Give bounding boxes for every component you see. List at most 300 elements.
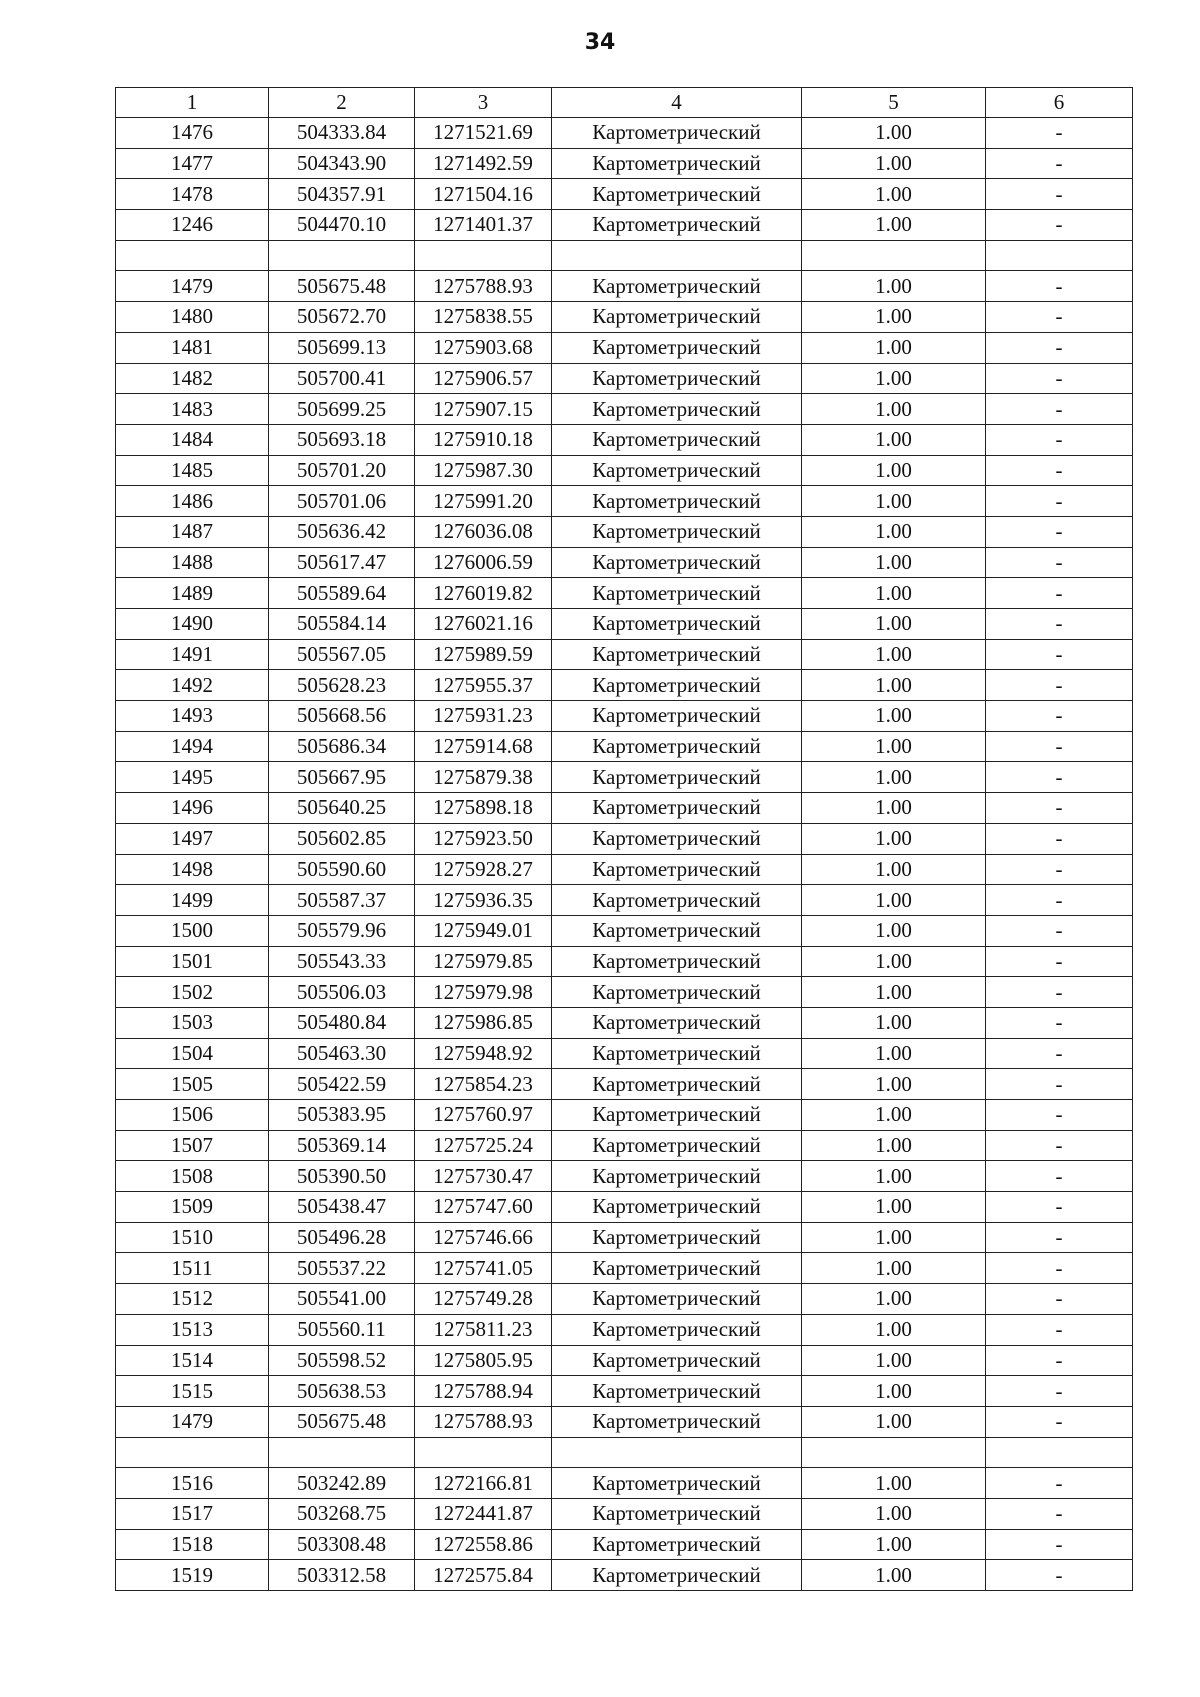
y-coordinate-cell: 1275955.37 — [415, 670, 552, 701]
point-number-cell: 1485 — [116, 455, 269, 486]
y-coordinate-cell: 1275910.18 — [415, 424, 552, 455]
point-number-cell: 1511 — [116, 1253, 269, 1284]
accuracy-cell: 1.00 — [802, 823, 986, 854]
table-row — [116, 1161, 1133, 1192]
method-cell: Картометрический — [552, 1253, 802, 1284]
point-number-cell: 1519 — [116, 1560, 269, 1591]
note-cell: - — [986, 1100, 1133, 1131]
note-cell: - — [986, 486, 1133, 517]
accuracy-cell: 1.00 — [802, 1069, 986, 1100]
accuracy-cell: 1.00 — [802, 762, 986, 793]
y-coordinate-cell: 1276021.16 — [415, 609, 552, 640]
table-row — [116, 210, 1133, 241]
table-row — [116, 1069, 1133, 1100]
column-header: 2 — [269, 88, 415, 118]
accuracy-cell: 1.00 — [802, 1284, 986, 1315]
note-cell: - — [986, 148, 1133, 179]
y-coordinate-cell: 1275788.93 — [415, 271, 552, 302]
x-coordinate-cell: 505383.95 — [269, 1100, 415, 1131]
accuracy-cell: 1.00 — [802, 578, 986, 609]
table-row — [116, 1314, 1133, 1345]
table-row — [116, 148, 1133, 179]
y-coordinate-cell — [415, 240, 552, 271]
accuracy-cell — [802, 240, 986, 271]
note-cell: - — [986, 394, 1133, 425]
table-row — [116, 516, 1133, 547]
x-coordinate-cell: 505628.23 — [269, 670, 415, 701]
y-coordinate-cell: 1272441.87 — [415, 1498, 552, 1529]
note-cell: - — [986, 547, 1133, 578]
point-number-cell: 1482 — [116, 363, 269, 394]
x-coordinate-cell: 505541.00 — [269, 1284, 415, 1315]
y-coordinate-cell: 1275986.85 — [415, 1007, 552, 1038]
method-cell: Картометрический — [552, 1192, 802, 1223]
table-row — [116, 670, 1133, 701]
accuracy-cell: 1.00 — [802, 332, 986, 363]
table-separator-row — [116, 240, 1133, 271]
method-cell: Картометрический — [552, 118, 802, 149]
table-row — [116, 1007, 1133, 1038]
x-coordinate-cell: 503268.75 — [269, 1498, 415, 1529]
y-coordinate-cell: 1275854.23 — [415, 1069, 552, 1100]
table-row — [116, 1345, 1133, 1376]
note-cell: - — [986, 1130, 1133, 1161]
x-coordinate-cell: 505675.48 — [269, 271, 415, 302]
x-coordinate-cell: 505602.85 — [269, 823, 415, 854]
point-number-cell: 1489 — [116, 578, 269, 609]
y-coordinate-cell: 1275907.15 — [415, 394, 552, 425]
note-cell: - — [986, 578, 1133, 609]
accuracy-cell: 1.00 — [802, 1161, 986, 1192]
point-number-cell: 1479 — [116, 1406, 269, 1437]
accuracy-cell: 1.00 — [802, 1100, 986, 1131]
table-row — [116, 179, 1133, 210]
note-cell: - — [986, 516, 1133, 547]
method-cell — [552, 240, 802, 271]
table-row — [116, 1468, 1133, 1499]
x-coordinate-cell: 505700.41 — [269, 363, 415, 394]
accuracy-cell: 1.00 — [802, 363, 986, 394]
y-coordinate-cell: 1275788.93 — [415, 1406, 552, 1437]
accuracy-cell: 1.00 — [802, 302, 986, 333]
x-coordinate-cell: 504357.91 — [269, 179, 415, 210]
x-coordinate-cell: 505390.50 — [269, 1161, 415, 1192]
x-coordinate-cell: 505617.47 — [269, 547, 415, 578]
x-coordinate-cell: 503242.89 — [269, 1468, 415, 1499]
column-header: 1 — [116, 88, 269, 118]
point-number-cell: 1481 — [116, 332, 269, 363]
method-cell: Картометрический — [552, 179, 802, 210]
table-row — [116, 118, 1133, 149]
note-cell: - — [986, 1529, 1133, 1560]
x-coordinate-cell: 505701.06 — [269, 486, 415, 517]
accuracy-cell: 1.00 — [802, 455, 986, 486]
note-cell: - — [986, 731, 1133, 762]
y-coordinate-cell: 1275948.92 — [415, 1038, 552, 1069]
y-coordinate-cell: 1275989.59 — [415, 639, 552, 670]
y-coordinate-cell: 1272166.81 — [415, 1468, 552, 1499]
note-cell: - — [986, 1314, 1133, 1345]
point-number-cell: 1491 — [116, 639, 269, 670]
y-coordinate-cell: 1275747.60 — [415, 1192, 552, 1223]
point-number-cell: 1490 — [116, 609, 269, 640]
note-cell: - — [986, 854, 1133, 885]
x-coordinate-cell — [269, 240, 415, 271]
note-cell: - — [986, 1284, 1133, 1315]
method-cell: Картометрический — [552, 1284, 802, 1315]
point-number-cell: 1492 — [116, 670, 269, 701]
x-coordinate-cell: 505699.25 — [269, 394, 415, 425]
y-coordinate-cell: 1275788.94 — [415, 1376, 552, 1407]
accuracy-cell: 1.00 — [802, 670, 986, 701]
table-row — [116, 455, 1133, 486]
table-row — [116, 609, 1133, 640]
x-coordinate-cell: 505667.95 — [269, 762, 415, 793]
x-coordinate-cell: 505699.13 — [269, 332, 415, 363]
x-coordinate-cell: 505638.53 — [269, 1376, 415, 1407]
table-row — [116, 332, 1133, 363]
point-number-cell: 1488 — [116, 547, 269, 578]
accuracy-cell: 1.00 — [802, 1314, 986, 1345]
accuracy-cell: 1.00 — [802, 394, 986, 425]
point-number-cell: 1505 — [116, 1069, 269, 1100]
table-header-row — [116, 88, 1133, 118]
x-coordinate-cell: 505584.14 — [269, 609, 415, 640]
accuracy-cell: 1.00 — [802, 1192, 986, 1223]
table-row — [116, 1038, 1133, 1069]
point-number-cell — [116, 240, 269, 271]
method-cell: Картометрический — [552, 1468, 802, 1499]
note-cell — [986, 240, 1133, 271]
accuracy-cell: 1.00 — [802, 1007, 986, 1038]
y-coordinate-cell: 1275760.97 — [415, 1100, 552, 1131]
accuracy-cell: 1.00 — [802, 271, 986, 302]
x-coordinate-cell: 503308.48 — [269, 1529, 415, 1560]
x-coordinate-cell: 505463.30 — [269, 1038, 415, 1069]
note-cell: - — [986, 1038, 1133, 1069]
method-cell: Картометрический — [552, 639, 802, 670]
accuracy-cell: 1.00 — [802, 701, 986, 732]
note-cell: - — [986, 1161, 1133, 1192]
accuracy-cell: 1.00 — [802, 1498, 986, 1529]
y-coordinate-cell: 1275928.27 — [415, 854, 552, 885]
x-coordinate-cell: 503312.58 — [269, 1560, 415, 1591]
table-row — [116, 1192, 1133, 1223]
table-row — [116, 394, 1133, 425]
accuracy-cell: 1.00 — [802, 1529, 986, 1560]
y-coordinate-cell: 1276006.59 — [415, 547, 552, 578]
note-cell: - — [986, 823, 1133, 854]
point-number-cell: 1493 — [116, 701, 269, 732]
point-number-cell: 1478 — [116, 179, 269, 210]
x-coordinate-cell: 505701.20 — [269, 455, 415, 486]
table-row — [116, 1130, 1133, 1161]
accuracy-cell: 1.00 — [802, 1376, 986, 1407]
method-cell: Картометрический — [552, 271, 802, 302]
y-coordinate-cell: 1275811.23 — [415, 1314, 552, 1345]
note-cell: - — [986, 609, 1133, 640]
x-coordinate-cell: 504333.84 — [269, 118, 415, 149]
table-row — [116, 1100, 1133, 1131]
table-row — [116, 854, 1133, 885]
method-cell: Картометрический — [552, 578, 802, 609]
note-cell: - — [986, 639, 1133, 670]
x-coordinate-cell: 505560.11 — [269, 1314, 415, 1345]
x-coordinate-cell: 505438.47 — [269, 1192, 415, 1223]
point-number-cell: 1500 — [116, 915, 269, 946]
y-coordinate-cell: 1275979.85 — [415, 946, 552, 977]
accuracy-cell: 1.00 — [802, 118, 986, 149]
method-cell: Картометрический — [552, 793, 802, 824]
point-number-cell: 1509 — [116, 1192, 269, 1223]
accuracy-cell: 1.00 — [802, 1345, 986, 1376]
note-cell: - — [986, 1253, 1133, 1284]
x-coordinate-cell: 505480.84 — [269, 1007, 415, 1038]
x-coordinate-cell: 505422.59 — [269, 1069, 415, 1100]
method-cell: Картометрический — [552, 885, 802, 916]
y-coordinate-cell: 1275991.20 — [415, 486, 552, 517]
accuracy-cell: 1.00 — [802, 731, 986, 762]
note-cell: - — [986, 1498, 1133, 1529]
y-coordinate-cell: 1275931.23 — [415, 701, 552, 732]
table-row — [116, 1529, 1133, 1560]
x-coordinate-cell: 505506.03 — [269, 977, 415, 1008]
point-number-cell: 1487 — [116, 516, 269, 547]
y-coordinate-cell: 1271492.59 — [415, 148, 552, 179]
note-cell: - — [986, 1406, 1133, 1437]
accuracy-cell: 1.00 — [802, 179, 986, 210]
table-body — [116, 118, 1133, 1591]
x-coordinate-cell: 505587.37 — [269, 885, 415, 916]
table-row — [116, 302, 1133, 333]
note-cell: - — [986, 302, 1133, 333]
point-number-cell: 1499 — [116, 885, 269, 916]
accuracy-cell: 1.00 — [802, 854, 986, 885]
note-cell — [986, 1437, 1133, 1468]
table-row — [116, 639, 1133, 670]
x-coordinate-cell: 505668.56 — [269, 701, 415, 732]
table-row — [116, 363, 1133, 394]
note-cell: - — [986, 118, 1133, 149]
method-cell: Картометрический — [552, 915, 802, 946]
note-cell: - — [986, 332, 1133, 363]
y-coordinate-cell: 1275805.95 — [415, 1345, 552, 1376]
table-row — [116, 424, 1133, 455]
method-cell: Картометрический — [552, 1161, 802, 1192]
method-cell: Картометрический — [552, 1069, 802, 1100]
point-number-cell: 1503 — [116, 1007, 269, 1038]
column-header: 4 — [552, 88, 802, 118]
column-header: 6 — [986, 88, 1133, 118]
x-coordinate-cell: 505672.70 — [269, 302, 415, 333]
x-coordinate-cell: 505636.42 — [269, 516, 415, 547]
accuracy-cell: 1.00 — [802, 210, 986, 241]
note-cell: - — [986, 793, 1133, 824]
note-cell: - — [986, 762, 1133, 793]
accuracy-cell: 1.00 — [802, 486, 986, 517]
method-cell: Картометрический — [552, 302, 802, 333]
note-cell: - — [986, 1069, 1133, 1100]
y-coordinate-cell: 1275936.35 — [415, 885, 552, 916]
y-coordinate-cell: 1275903.68 — [415, 332, 552, 363]
point-number-cell: 1515 — [116, 1376, 269, 1407]
x-coordinate-cell: 505369.14 — [269, 1130, 415, 1161]
point-number-cell: 1504 — [116, 1038, 269, 1069]
accuracy-cell: 1.00 — [802, 1222, 986, 1253]
x-coordinate-cell: 505496.28 — [269, 1222, 415, 1253]
table-row — [116, 946, 1133, 977]
method-cell: Картометрический — [552, 547, 802, 578]
point-number-cell: 1495 — [116, 762, 269, 793]
method-cell: Картометрический — [552, 1222, 802, 1253]
table-row — [116, 731, 1133, 762]
point-number-cell: 1480 — [116, 302, 269, 333]
x-coordinate-cell: 505686.34 — [269, 731, 415, 762]
y-coordinate-cell: 1275979.98 — [415, 977, 552, 1008]
method-cell: Картометрический — [552, 1529, 802, 1560]
y-coordinate-cell: 1271504.16 — [415, 179, 552, 210]
point-number-cell: 1513 — [116, 1314, 269, 1345]
method-cell: Картометрический — [552, 210, 802, 241]
note-cell: - — [986, 1192, 1133, 1223]
note-cell: - — [986, 885, 1133, 916]
note-cell: - — [986, 1376, 1133, 1407]
x-coordinate-cell: 505640.25 — [269, 793, 415, 824]
accuracy-cell: 1.00 — [802, 547, 986, 578]
note-cell: - — [986, 1007, 1133, 1038]
method-cell: Картометрический — [552, 762, 802, 793]
method-cell: Картометрический — [552, 486, 802, 517]
accuracy-cell: 1.00 — [802, 946, 986, 977]
method-cell: Картометрический — [552, 1130, 802, 1161]
method-cell: Картометрический — [552, 332, 802, 363]
table-row — [116, 1498, 1133, 1529]
method-cell: Картометрический — [552, 455, 802, 486]
point-number-cell: 1517 — [116, 1498, 269, 1529]
table-row — [116, 1253, 1133, 1284]
accuracy-cell: 1.00 — [802, 609, 986, 640]
method-cell: Картометрический — [552, 1007, 802, 1038]
point-number-cell: 1479 — [116, 271, 269, 302]
x-coordinate-cell: 505543.33 — [269, 946, 415, 977]
method-cell: Картометрический — [552, 516, 802, 547]
column-header: 3 — [415, 88, 552, 118]
note-cell: - — [986, 1222, 1133, 1253]
note-cell: - — [986, 363, 1133, 394]
accuracy-cell: 1.00 — [802, 1560, 986, 1591]
y-coordinate-cell: 1275914.68 — [415, 731, 552, 762]
table-row — [116, 701, 1133, 732]
method-cell: Картометрический — [552, 670, 802, 701]
x-coordinate-cell — [269, 1437, 415, 1468]
y-coordinate-cell: 1271401.37 — [415, 210, 552, 241]
note-cell: - — [986, 271, 1133, 302]
table-row — [116, 1222, 1133, 1253]
x-coordinate-cell: 505567.05 — [269, 639, 415, 670]
accuracy-cell: 1.00 — [802, 1468, 986, 1499]
y-coordinate-cell: 1271521.69 — [415, 118, 552, 149]
method-cell: Картометрический — [552, 854, 802, 885]
note-cell: - — [986, 915, 1133, 946]
table-row — [116, 1406, 1133, 1437]
point-number-cell: 1512 — [116, 1284, 269, 1315]
y-coordinate-cell: 1272575.84 — [415, 1560, 552, 1591]
point-number-cell: 1506 — [116, 1100, 269, 1131]
accuracy-cell: 1.00 — [802, 424, 986, 455]
y-coordinate-cell: 1275949.01 — [415, 915, 552, 946]
table-row — [116, 823, 1133, 854]
method-cell: Картометрический — [552, 363, 802, 394]
point-number-cell: 1502 — [116, 977, 269, 1008]
y-coordinate-cell: 1275838.55 — [415, 302, 552, 333]
point-number-cell: 1246 — [116, 210, 269, 241]
accuracy-cell: 1.00 — [802, 1406, 986, 1437]
note-cell: - — [986, 424, 1133, 455]
note-cell: - — [986, 1345, 1133, 1376]
point-number-cell: 1516 — [116, 1468, 269, 1499]
point-number-cell: 1497 — [116, 823, 269, 854]
table-row — [116, 486, 1133, 517]
table-row — [116, 915, 1133, 946]
point-number-cell: 1501 — [116, 946, 269, 977]
note-cell: - — [986, 670, 1133, 701]
accuracy-cell: 1.00 — [802, 915, 986, 946]
accuracy-cell: 1.00 — [802, 1038, 986, 1069]
point-number-cell — [116, 1437, 269, 1468]
table-row — [116, 1560, 1133, 1591]
table-row — [116, 547, 1133, 578]
point-number-cell: 1484 — [116, 424, 269, 455]
table-row — [116, 1284, 1133, 1315]
point-number-cell: 1496 — [116, 793, 269, 824]
x-coordinate-cell: 504343.90 — [269, 148, 415, 179]
note-cell: - — [986, 455, 1133, 486]
table-row — [116, 977, 1133, 1008]
y-coordinate-cell: 1275741.05 — [415, 1253, 552, 1284]
accuracy-cell: 1.00 — [802, 885, 986, 916]
table-row — [116, 793, 1133, 824]
method-cell: Картометрический — [552, 1560, 802, 1591]
y-coordinate-cell: 1275730.47 — [415, 1161, 552, 1192]
y-coordinate-cell: 1275923.50 — [415, 823, 552, 854]
note-cell: - — [986, 1560, 1133, 1591]
note-cell: - — [986, 946, 1133, 977]
method-cell: Картометрический — [552, 977, 802, 1008]
accuracy-cell: 1.00 — [802, 148, 986, 179]
accuracy-cell: 1.00 — [802, 639, 986, 670]
y-coordinate-cell: 1272558.86 — [415, 1529, 552, 1560]
method-cell — [552, 1437, 802, 1468]
column-header: 5 — [802, 88, 986, 118]
coordinates-table — [115, 87, 1133, 1591]
method-cell: Картометрический — [552, 424, 802, 455]
method-cell: Картометрический — [552, 946, 802, 977]
table-row — [116, 578, 1133, 609]
accuracy-cell: 1.00 — [802, 516, 986, 547]
y-coordinate-cell: 1275987.30 — [415, 455, 552, 486]
method-cell: Картометрический — [552, 1376, 802, 1407]
y-coordinate-cell: 1275746.66 — [415, 1222, 552, 1253]
x-coordinate-cell: 505590.60 — [269, 854, 415, 885]
x-coordinate-cell: 505598.52 — [269, 1345, 415, 1376]
method-cell: Картометрический — [552, 1498, 802, 1529]
y-coordinate-cell: 1275879.38 — [415, 762, 552, 793]
method-cell: Картометрический — [552, 1345, 802, 1376]
note-cell: - — [986, 1468, 1133, 1499]
point-number-cell: 1476 — [116, 118, 269, 149]
point-number-cell: 1514 — [116, 1345, 269, 1376]
x-coordinate-cell: 504470.10 — [269, 210, 415, 241]
